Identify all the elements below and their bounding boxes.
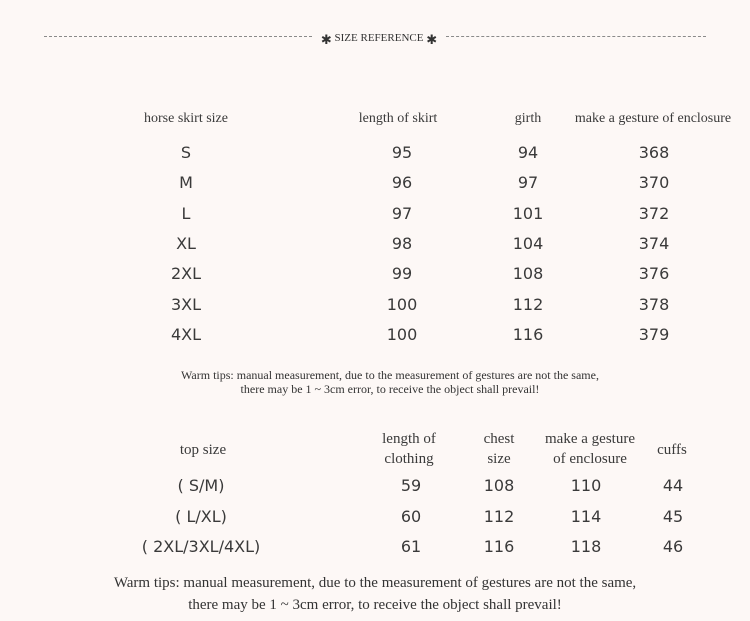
cell-length-of-skirt: 95 — [391, 143, 413, 162]
cell-girth: 116 — [512, 324, 544, 344]
cell-enclosure: 118 — [570, 537, 602, 556]
cell-length-of-clothing: 60 — [400, 506, 422, 526]
cell-girth: 101 — [512, 203, 544, 223]
header-divider-left — [44, 36, 312, 37]
header-title — [314, 28, 444, 47]
cell-enclosure: 379 — [638, 324, 670, 344]
cell-girth: 97 — [517, 173, 539, 193]
column-header-enclosure — [545, 429, 635, 469]
cell-size: XL — [176, 233, 196, 253]
cell-size: 4XL — [170, 324, 202, 344]
cell-chest-size: 108 — [483, 476, 515, 495]
cell-cuffs: 45 — [662, 506, 684, 526]
column-header-line: make a gesture — [545, 431, 635, 447]
cell-cuffs: 46 — [662, 537, 684, 556]
warm-tip-line: there may be 1 ~ 3cm error, to receive the object shall prevail! — [188, 597, 562, 613]
cell-girth: 112 — [512, 294, 544, 314]
star-icon: ✱ — [426, 32, 438, 47]
cell-enclosure: 370 — [638, 173, 670, 193]
cell-length-of-skirt: 100 — [386, 324, 418, 344]
cell-enclosure: 372 — [638, 203, 670, 223]
cell-top-size: ( L/XL) — [175, 506, 227, 526]
column-header-line: cuffs — [657, 442, 687, 458]
column-header-line: size — [487, 451, 511, 467]
cell-enclosure: 376 — [638, 264, 670, 284]
column-header-line: chest — [483, 431, 515, 447]
cell-girth: 108 — [512, 264, 544, 284]
cell-size: S — [180, 143, 192, 162]
column-header-line: top size — [179, 442, 227, 458]
cell-size: L — [181, 203, 191, 223]
cell-length-of-skirt: 98 — [391, 233, 413, 253]
column-header-enclosure: make a gesture of enclosure — [574, 111, 732, 126]
cell-enclosure: 368 — [638, 143, 670, 162]
cell-chest-size: 112 — [483, 506, 515, 526]
cell-girth: 104 — [512, 233, 544, 253]
cell-length-of-skirt: 99 — [391, 264, 413, 284]
column-header-length — [382, 429, 436, 469]
warm-tip-top — [40, 572, 710, 616]
warm-tip-skirt — [90, 368, 690, 396]
header-title-text: SIZE REFERENCE — [334, 32, 424, 44]
column-header-line: length of — [382, 431, 436, 447]
cell-length-of-skirt: 96 — [391, 173, 413, 193]
cell-enclosure: 378 — [638, 294, 670, 314]
cell-length-of-clothing: 59 — [400, 476, 422, 495]
header-divider-right — [446, 36, 706, 37]
cell-chest-size: 116 — [483, 537, 515, 556]
column-header-cuffs — [657, 440, 687, 460]
column-header-chest — [484, 429, 515, 469]
column-header-length: length of skirt — [358, 111, 438, 126]
column-header-girth: girth — [514, 111, 542, 126]
cell-length-of-skirt: 97 — [391, 203, 413, 223]
column-header-line: clothing — [384, 451, 434, 467]
cell-cuffs: 44 — [662, 476, 684, 495]
cell-enclosure: 110 — [570, 476, 602, 495]
star-icon: ✱ — [320, 32, 332, 47]
cell-enclosure: 114 — [570, 506, 602, 526]
warm-tip-line: Warm tips: manual measurement, due to the measurement of gestures are not the same, — [181, 368, 599, 382]
cell-length-of-skirt: 100 — [386, 294, 418, 314]
cell-length-of-clothing: 61 — [400, 537, 422, 556]
column-header-top-size — [180, 440, 226, 460]
cell-top-size: ( S/M) — [177, 476, 225, 495]
cell-enclosure: 374 — [638, 233, 670, 253]
cell-size: M — [179, 173, 193, 193]
column-header-line: of enclosure — [553, 451, 627, 467]
warm-tip-line: Warm tips: manual measurement, due to the measurement of gestures are not the same, — [113, 575, 637, 591]
cell-girth: 94 — [517, 143, 539, 162]
size-reference-header — [44, 28, 706, 48]
cell-top-size: ( 2XL/3XL/4XL) — [141, 537, 261, 556]
warm-tip-line: there may be 1 ~ 3cm error, to receive the object shall prevail! — [240, 382, 540, 396]
cell-size: 2XL — [170, 264, 202, 284]
cell-size: 3XL — [170, 294, 202, 314]
column-header-size: horse skirt size — [144, 111, 228, 126]
